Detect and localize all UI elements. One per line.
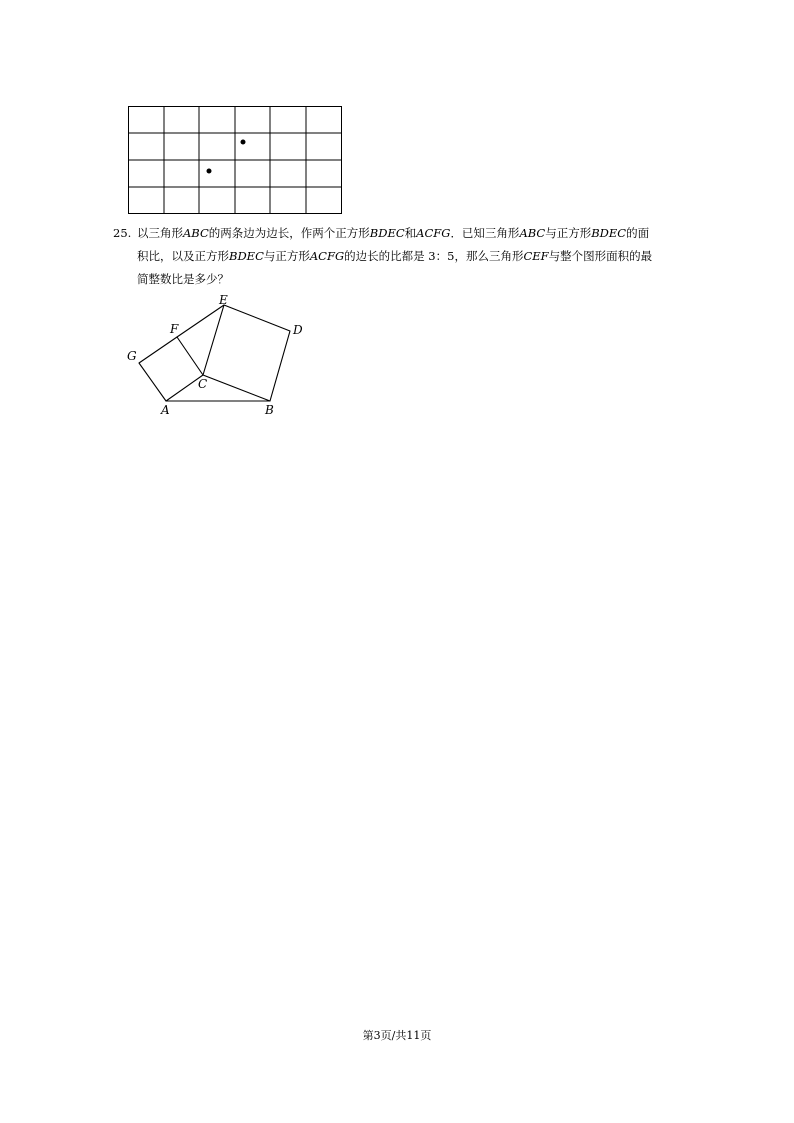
grid-lines bbox=[128, 106, 342, 214]
problem-25 bbox=[113, 222, 695, 291]
label-B: B bbox=[265, 403, 274, 417]
page-footer: 第3页/共11页 bbox=[362, 1029, 432, 1042]
grid-dot bbox=[207, 169, 212, 174]
grid-figure bbox=[128, 106, 342, 214]
label-A: A bbox=[161, 403, 170, 417]
grid-dot bbox=[241, 140, 246, 145]
label-G: G bbox=[127, 349, 137, 363]
label-C: C bbox=[198, 377, 208, 391]
problem-line-3: 简整数比是多少？ bbox=[137, 272, 229, 286]
label-E: E bbox=[219, 293, 228, 307]
problem-number: 25. bbox=[113, 226, 132, 240]
problem-line-1: 以三角形ABC的两条边为边长，作两个正方形BDEC和ACFG．已知三角形ABC与正方形BDEC的面 bbox=[137, 226, 650, 240]
label-F: F bbox=[170, 322, 179, 336]
geometry-figure bbox=[120, 290, 320, 420]
figure-lines bbox=[139, 305, 290, 401]
label-D: D bbox=[293, 323, 303, 337]
problem-line-2: 积比，以及正方形BDEC与正方形ACFG的边长的比都是 3：5，那么三角形CEF与整个图形面积的最 bbox=[137, 249, 653, 263]
